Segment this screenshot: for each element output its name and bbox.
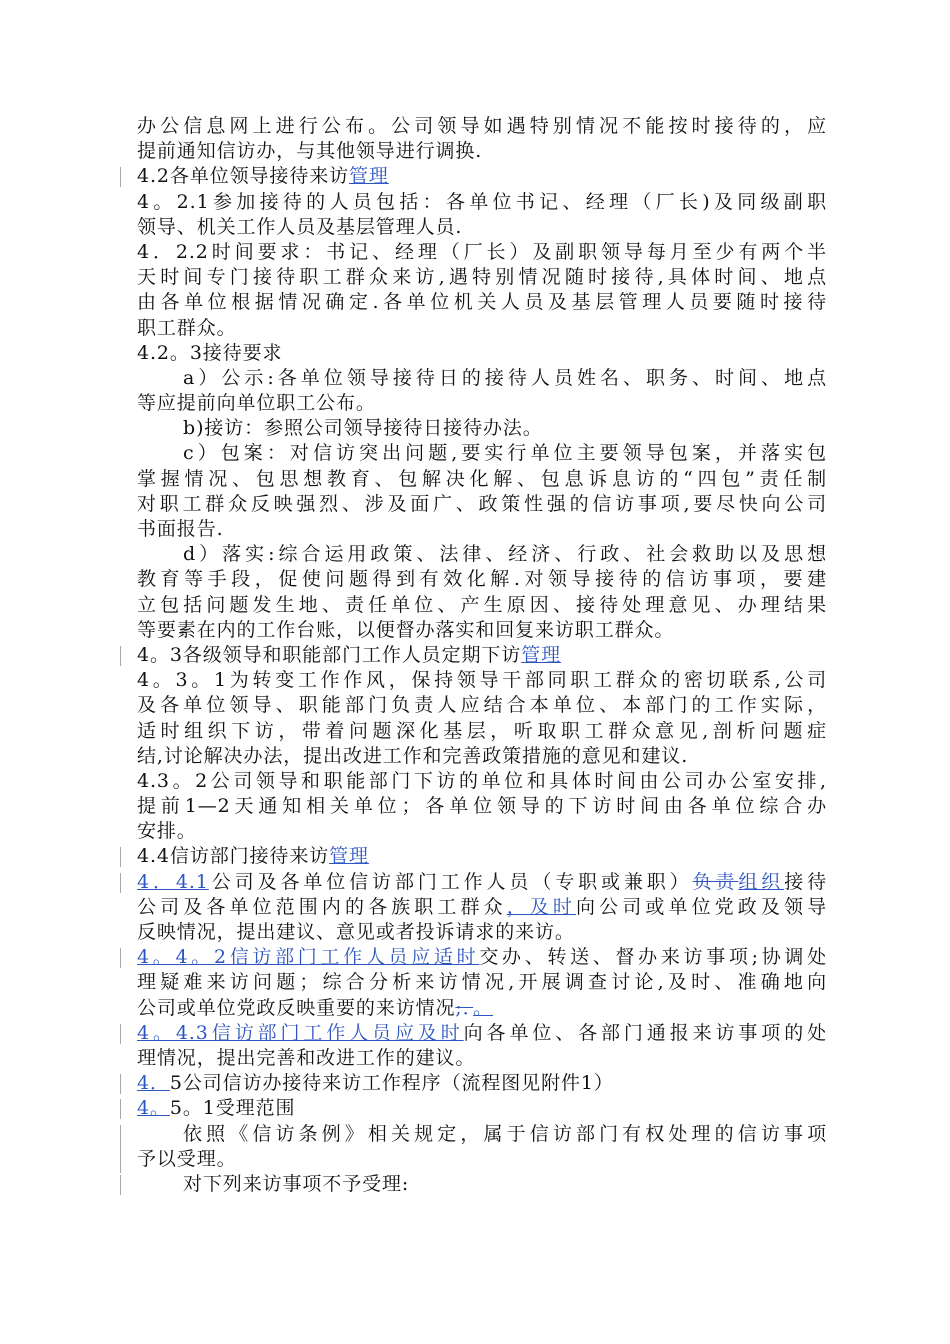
paragraph-line: 领导、机关工作人员及基层管理人员. <box>137 215 463 238</box>
heading-text: 4。3各级领导和职能部门工作人员定期下访 <box>137 643 522 666</box>
revision-deletion: ． <box>462 996 474 1019</box>
paragraph-line: b)接访：参照公司领导接待日接待办法。 <box>183 417 543 440</box>
paragraph-line: 反映情况，提出建议、意见或者投诉请求的来访。 <box>137 921 575 943</box>
heading-text: 5公司信访办接待来访工作程序（流程图见附件1） <box>169 1072 614 1095</box>
paragraph-line <box>137 870 827 895</box>
paragraph-line <box>137 1021 827 1046</box>
revision-insertion: ，及时 <box>506 895 577 918</box>
paragraph-line: 提前1—2天通知相关单位；各单位领导的下访时间由各单位综合办 <box>137 795 827 818</box>
text-run: 向各单位、各部门通报来访事项的处 <box>463 1021 827 1044</box>
section-heading-4-2-3: 4.2。3接待要求 <box>137 341 283 364</box>
revision-insertion: 4。4.3信访部门工作人员应及时 <box>137 1021 464 1044</box>
paragraph-line: 掌握情况、包思想教育、包解决化解、包息诉息访的“四包”责任制 <box>137 467 827 490</box>
revision-insertion: 4．4.1 <box>137 870 209 893</box>
text-run: 公司或单位党政反映重要的来访情况 <box>137 996 456 1019</box>
paragraph-line <box>137 945 827 970</box>
heading-text: 4.2各单位领导接待来访 <box>137 165 350 188</box>
revision-insertion: 4。4。2信访部门工作人员应适时 <box>137 946 480 969</box>
revision-insertion: 管理 <box>349 165 389 188</box>
text-run: 接待 <box>784 870 827 893</box>
paragraph-line: 安排。 <box>137 820 197 843</box>
paragraph-line: 教育等手段，促使问题得到有效化解.对领导接待的信访事项，要建 <box>137 568 827 591</box>
paragraph-line: 办公信息网上进行公布。公司领导如遇特别情况不能按时接待的，应 <box>137 115 827 137</box>
revision-deletion: ; <box>455 996 463 1019</box>
paragraph-line: c）包案：对信访突出问题,要实行单位主要领导包案，并落实包 <box>183 442 827 465</box>
text-run: 向公司或单位党政及领导 <box>576 895 827 918</box>
text-run: 交办、转送、督办来访事项;协调处 <box>479 946 827 969</box>
paragraph-line <box>137 996 827 1021</box>
revision-insertion: 4。 <box>137 1097 170 1120</box>
section-heading-4-4 <box>137 844 827 869</box>
paragraph-line: 由各单位根据情况确定.各单位机关人员及基层管理人员要随时接待 <box>137 291 827 314</box>
paragraph-line: 理疑难来访问题；综合分析来访情况,开展调查讨论,及时、准确地向 <box>137 971 827 994</box>
paragraph-line: 4。3。1为转变工作作风，保持领导干部同职工群众的密切联系,公司 <box>137 669 827 692</box>
revision-insertion: 。 <box>473 996 494 1019</box>
paragraph-line: 书面报告. <box>137 518 224 540</box>
section-heading-4-2 <box>137 164 827 189</box>
section-heading-4-5-1 <box>137 1096 827 1121</box>
paragraph-line: 4。2.1参加接待的人员包括：各单位书记、经理（厂长)及同级副职 <box>137 190 827 213</box>
paragraph-line: 4．2.2时间要求：书记、经理（厂长）及副职领导每月至少有两个半 <box>137 240 827 263</box>
paragraph-line: 等要素在内的工作台账，以便督办落实和回复来访职工群众。 <box>137 618 675 641</box>
section-heading-4-5 <box>137 1071 827 1096</box>
paragraph-line: 对职工群众反映强烈、涉及面广、政策性强的信访事项,要尽快向公司 <box>137 492 827 515</box>
paragraph-line: 予以受理。 <box>137 1147 237 1170</box>
paragraph-line: 天时间专门接待职工群众来访,遇特别情况随时接待,具体时间、地点 <box>137 266 827 289</box>
revision-insertion: 4． <box>137 1072 170 1095</box>
paragraph-line: 及各单位领导、职能部门负责人应结合本单位、本部门的工作实际， <box>137 694 827 717</box>
heading-text: 4.4信访部门接待来访 <box>137 845 330 868</box>
paragraph-line: 职工群众。 <box>137 316 237 339</box>
paragraph-line: a）公示:各单位领导接待日的接待人员姓名、职务、时间、地点 <box>183 366 827 389</box>
paragraph-line: 理情况，提出完善和改进工作的建议。 <box>137 1046 476 1069</box>
text-run: 公司及各单位范围内的各族职工群众 <box>137 895 507 918</box>
revision-deletion: 负责 <box>692 870 739 893</box>
paragraph-line: 提前通知信访办，与其他领导进行调换. <box>137 140 483 163</box>
heading-text: 5。1受理范围 <box>169 1097 296 1120</box>
revision-insertion: 管理 <box>521 643 561 666</box>
paragraph-line <box>137 895 827 920</box>
paragraph-line: 适时组织下访，带着问题深化基层，听取职工群众意见,剖析问题症 <box>137 719 827 742</box>
paragraph-line: d）落实:综合运用政策、法律、经济、行政、社会救助以及思想 <box>183 543 827 566</box>
revision-insertion: 管理 <box>329 845 369 868</box>
section-heading-4-3 <box>137 643 827 668</box>
paragraph-line: 对下列来访事项不予受理: <box>137 1172 827 1197</box>
paragraph-line: 依照《信访条例》相关规定，属于信访部门有权处理的信访事项 <box>137 1122 827 1147</box>
paragraph-line: 立包括问题发生地、责任单位、产生原因、接待处理意见、办理结果 <box>137 593 827 616</box>
revision-insertion: 组织 <box>738 870 785 893</box>
text-run: 公司及各单位信访部门工作人员（专职或兼职） <box>208 870 693 893</box>
paragraph-line: 等应提前向单位职工公布。 <box>137 392 376 415</box>
paragraph-line: 4.3。2公司领导和职能部门下访的单位和具体时间由公司办公室安排, <box>137 769 827 792</box>
paragraph-line: 结,讨论解决办法，提出改进工作和完善政策措施的意见和建议. <box>137 744 689 767</box>
document-page <box>137 114 827 1197</box>
